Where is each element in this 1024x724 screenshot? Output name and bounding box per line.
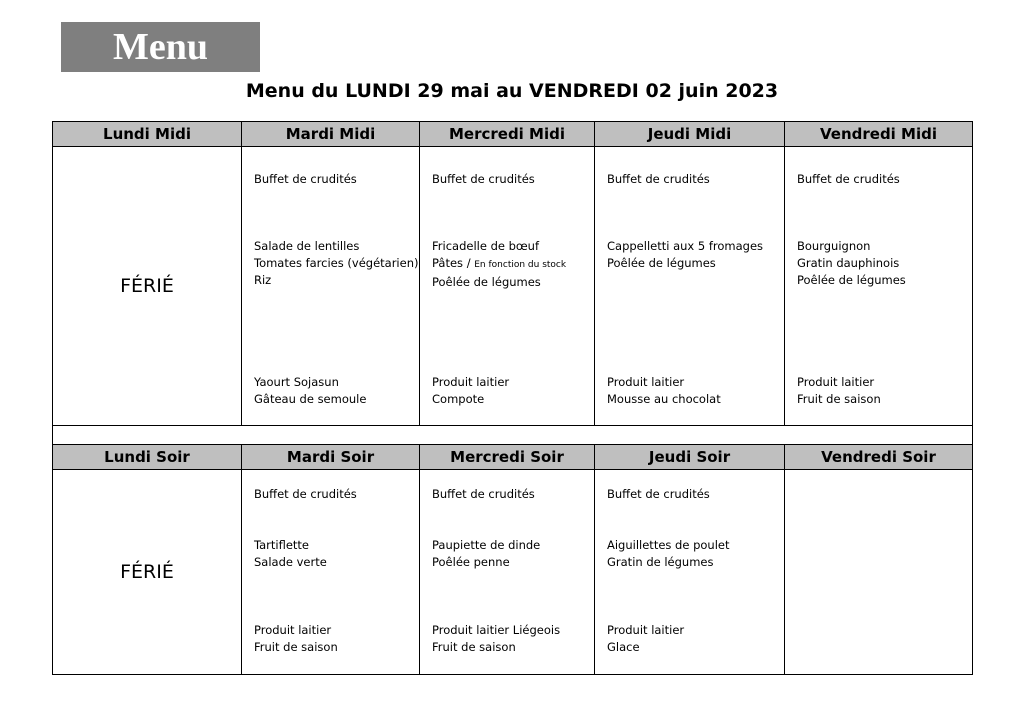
jeudi-midi-plat: [607, 238, 774, 272]
jeudi-soir-plat: [607, 537, 774, 571]
mercredi-soir-dessert: [432, 622, 584, 656]
menu-item: Buffet de crudités: [432, 172, 535, 186]
header-lundi-midi: Lundi Midi: [53, 122, 242, 147]
mercredi-midi-entree: [432, 171, 584, 188]
separator-row: [53, 426, 973, 447]
header-jeudi-soir: Jeudi Soir: [595, 445, 785, 470]
header-mercredi-soir: Mercredi Soir: [420, 445, 595, 470]
menu-item: Cappelletti aux 5 fromages: [607, 239, 764, 253]
mardi-soir-entree: [254, 486, 409, 503]
header-mardi-soir: Mardi Soir: [242, 445, 420, 470]
menu-item: Produit laitier: [607, 623, 685, 637]
mercredi-soir-entree: [432, 486, 584, 503]
jeudi-soir-cell: [595, 470, 785, 675]
header-mercredi-midi: Mercredi Midi: [420, 122, 595, 147]
menu-item: Salade verte: [254, 555, 327, 569]
menu-item: Poêlée penne: [432, 555, 510, 569]
menu-item: Tomates farcies (végétarien): [254, 256, 419, 270]
menu-item: Buffet de crudités: [797, 172, 900, 186]
menu-banner-title: Menu: [113, 26, 208, 68]
mardi-midi-plat: [254, 238, 419, 289]
header-mardi-midi: Mardi Midi: [242, 122, 420, 147]
menu-item: Gâteau de semoule: [254, 392, 367, 406]
menu-item: Paupiette de dinde: [432, 538, 541, 552]
menu-banner: [61, 22, 260, 72]
jeudi-midi-entree: [607, 171, 774, 188]
dinner-menu-table: [52, 444, 973, 675]
menu-item: Buffet de crudités: [432, 487, 535, 501]
menu-item: Produit laitier: [797, 375, 875, 389]
dinner-header-row: [53, 445, 973, 470]
mercredi-midi-dessert: [432, 374, 584, 408]
header-vendredi-midi: Vendredi Midi: [785, 122, 973, 147]
menu-item: Gratin de légumes: [607, 555, 714, 569]
menu-item: Produit laitier: [432, 375, 510, 389]
menu-item-pates: [432, 255, 584, 274]
jeudi-midi-cell: [595, 147, 785, 426]
menu-item: Produit laitier: [254, 623, 332, 637]
menu-item: Bourguignon: [797, 239, 871, 253]
vendredi-midi-cell: [785, 147, 973, 426]
vendredi-midi-dessert: [797, 374, 962, 408]
menu-item: Produit laitier Liégeois: [432, 623, 561, 637]
mardi-midi-cell: [242, 147, 420, 426]
header-lundi-soir: Lundi Soir: [53, 445, 242, 470]
vendredi-midi-plat: [797, 238, 962, 289]
jeudi-soir-dessert: [607, 622, 774, 656]
mardi-soir-dessert: [254, 622, 409, 656]
lunch-content-row: [53, 147, 973, 426]
mercredi-midi-plat: [432, 238, 584, 291]
menu-item: Yaourt Sojasun: [254, 375, 339, 389]
mercredi-soir-cell: [420, 470, 595, 675]
menu-item: Fruit de saison: [797, 392, 881, 406]
header-vendredi-soir: Vendredi Soir: [785, 445, 973, 470]
lundi-midi-ferie: FÉRIÉ: [53, 147, 242, 426]
pates-note: En fonction du stock: [474, 260, 567, 270]
lunch-menu-table: [52, 121, 973, 446]
header-jeudi-midi: Jeudi Midi: [595, 122, 785, 147]
mercredi-midi-cell: [420, 147, 595, 426]
mardi-soir-cell: [242, 470, 420, 675]
menu-item: Riz: [254, 273, 272, 287]
menu-item: Fricadelle de bœuf: [432, 239, 539, 253]
pates-label: Pâtes /: [432, 256, 475, 270]
mercredi-soir-plat: [432, 537, 584, 571]
menu-item: Poêlée de légumes: [607, 256, 716, 270]
menu-subtitle: Menu du LUNDI 29 mai au VENDREDI 02 juin 2023: [245, 80, 779, 102]
mardi-midi-entree: [254, 171, 409, 188]
mardi-soir-plat: [254, 537, 409, 571]
separator-cell: [53, 426, 973, 447]
lundi-soir-ferie: FÉRIÉ: [53, 470, 242, 675]
menu-item: Buffet de crudités: [254, 172, 357, 186]
jeudi-midi-dessert: [607, 374, 774, 408]
menu-item: Buffet de crudités: [607, 487, 710, 501]
menu-item: Glace: [607, 640, 640, 654]
menu-item: Poêlée de légumes: [797, 273, 906, 287]
vendredi-midi-entree: [797, 171, 962, 188]
menu-item: Fruit de saison: [432, 640, 516, 654]
menu-item: Buffet de crudités: [607, 172, 710, 186]
lunch-header-row: [53, 122, 973, 147]
menu-item: Salade de lentilles: [254, 239, 360, 253]
mardi-midi-dessert: [254, 374, 409, 408]
menu-item: Compote: [432, 392, 485, 406]
menu-item: Gratin dauphinois: [797, 256, 900, 270]
menu-item: Buffet de crudités: [254, 487, 357, 501]
menu-item: Produit laitier: [607, 375, 685, 389]
dinner-content-row: [53, 470, 973, 675]
menu-item: Aiguillettes de poulet: [607, 538, 730, 552]
menu-item: Mousse au chocolat: [607, 392, 721, 406]
menu-item: Poêlée de légumes: [432, 275, 541, 289]
menu-item: Tartiflette: [254, 538, 310, 552]
jeudi-soir-entree: [607, 486, 774, 503]
menu-item: Fruit de saison: [254, 640, 338, 654]
vendredi-soir-cell: [785, 470, 973, 675]
